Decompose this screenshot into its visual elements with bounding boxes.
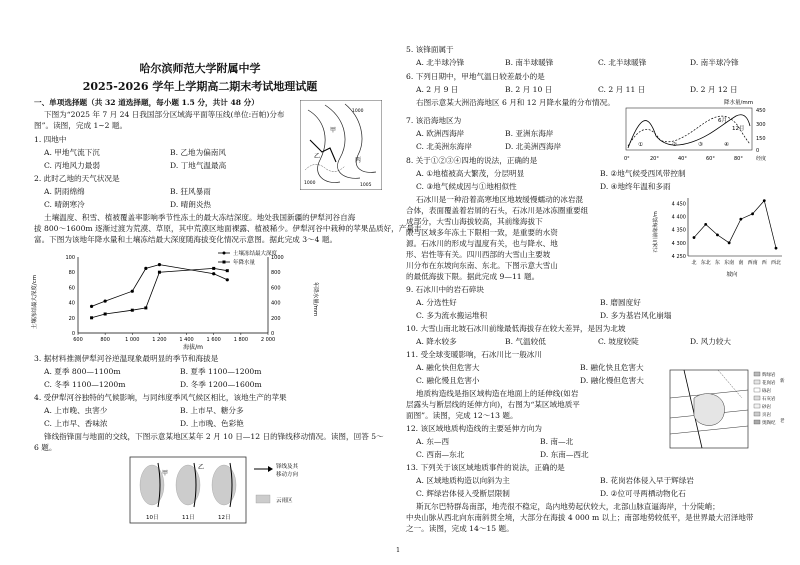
x-tick-label: 北	[691, 260, 697, 266]
x-tick-label: 2 000	[260, 337, 276, 343]
precip-point	[144, 306, 147, 309]
site-marker: ②	[672, 142, 677, 148]
y-tick-label: 100	[65, 255, 75, 261]
x-tick-label: 东北	[700, 260, 711, 266]
option: B. 气温较低	[505, 337, 546, 346]
option: D. 冬季 1200—1600m	[180, 380, 262, 389]
option: C. 北半球暖锋	[598, 58, 647, 67]
legend-entry: 移动方向	[276, 472, 299, 478]
elevation-point	[704, 223, 707, 226]
y-tick: 450	[756, 108, 766, 114]
map-label: 甲	[162, 470, 169, 477]
option: D. 南半球冷锋	[690, 58, 739, 67]
option: A. 区域地质构造以向斜为主	[416, 476, 510, 485]
question-stem: 5. 该锋面属于	[406, 45, 454, 54]
y-tick-label: 4 450	[671, 201, 686, 208]
option: A. 欧洲西海岸	[416, 129, 465, 138]
elevation-point	[739, 218, 742, 221]
question-stem: 1. 四地中	[34, 135, 67, 144]
age-label: 老	[780, 419, 785, 424]
question-stem: 12. 该区域地质构造线的主要延伸方向为	[406, 424, 542, 433]
legend-entry: 土壤冻结最大深度	[233, 251, 278, 257]
frost-depth-point	[212, 272, 215, 275]
x-tick-label: 1 200	[152, 337, 167, 343]
y-axis-label: 降水量/mm	[724, 100, 754, 106]
option: C. 上市早、香味浓	[44, 419, 108, 428]
day-label: 10日	[146, 515, 159, 521]
intro-line: 川分布在东坡向东南、东北。下图示意大雪山	[406, 261, 558, 270]
option: D. 北美洲西海岸	[505, 142, 562, 151]
x-axis-label: 坡向	[726, 272, 738, 278]
legend-entry: 云雨区	[276, 498, 293, 504]
y2-axis-label: 年降水量/mm	[312, 281, 318, 317]
intro-line: 锋线指锋面与地面的交线，下图示意某地区某年 2 月 10 日—12 日的锋线移动情况。读图，回答 5～	[44, 432, 384, 441]
y-tick-label: 4 300	[671, 240, 686, 247]
intro-line: 斯瓦尔巴特群岛南部，地壳很不稳定，岛内地势起伏较大，北部山脉直逼海岸，十分陡峭；	[416, 502, 720, 511]
elevation-point	[763, 199, 766, 202]
site-marker: ③	[698, 142, 703, 148]
y-tick: 150	[756, 136, 766, 142]
precip-longitude-chart	[620, 96, 788, 168]
y-tick-label: 4 350	[671, 227, 686, 234]
option: B. 南半球暖锋	[505, 58, 554, 67]
option: B. 花岗岩体侵入早于辉绿岩	[600, 476, 694, 485]
y2-tick-label: 1000	[271, 255, 284, 261]
isobar-value: 1005	[360, 183, 372, 188]
legend-entry: 砾岩	[762, 389, 771, 394]
option: D. 晴朗炎热	[170, 200, 212, 209]
option: D. ②位可寻两栖动物化石	[600, 489, 686, 498]
x-tick-label: 东南	[724, 260, 735, 266]
intro-line: 形、岩性等有关。四川西部的大雪山主要坡	[406, 250, 551, 259]
option: C. 冬季 1100—1200m	[44, 380, 126, 389]
option: B. 2 月 10 日	[505, 85, 553, 94]
question-stem: 4. 受伊犁河谷独特的气候影响，与同纬度季风气候区相比，该地生产的苹果	[34, 393, 287, 402]
precip-point	[131, 309, 134, 312]
day-label: 12日	[218, 515, 231, 521]
intro-line: 拔 800～1600m 逐渐过渡为荒漠、草原，其中荒漠区地面裸露、植被稀少。伊犁河谷中栽种的苹果品质好，产量丰	[34, 224, 422, 233]
x-tick-label: 1 400	[179, 337, 194, 343]
question-stem: 10. 大雪山南北坡石冰川前缘最低海拔存在较大差异，是因为北坡	[406, 324, 626, 333]
elevation-point	[693, 236, 696, 239]
legend-entry: 花岗岩	[762, 381, 776, 386]
x-tick-label: 西南	[747, 260, 758, 266]
option: C. 融化慢且危害小	[416, 376, 480, 385]
map-label: 丙	[355, 157, 362, 164]
x-tick-label: 西北	[770, 260, 782, 266]
x-tick: 0°	[624, 156, 630, 162]
option: C. 辉绿岩体侵入受断层限制	[416, 489, 510, 498]
precip-point	[212, 267, 215, 270]
option: D. 风力较大	[690, 337, 732, 346]
legend-entry: 奥陶纪	[762, 421, 776, 426]
intro-line: 合体，表面覆盖着岩屑的石头，石冰川是冰冻圈重要组	[406, 206, 589, 215]
x-tick: 20°	[650, 156, 659, 162]
frost-depth-chart	[28, 247, 328, 352]
chart-legend	[218, 249, 278, 266]
option: C. 西南—东北	[416, 450, 465, 459]
option: D. 融化慢但危害大	[580, 376, 644, 385]
option: A. ①地植被高大繁茂，分层明显	[416, 169, 525, 178]
age-label: 新	[780, 379, 785, 384]
intro-line: 面图”。读图，完成 12～13 题。	[406, 411, 518, 420]
x-tick: 80°	[734, 156, 743, 162]
frost-depth-point	[131, 290, 134, 293]
option: C. 坡度较陡	[598, 337, 639, 346]
intro-line: 的最低海拔下限。据此完成 9—11 题。	[406, 272, 540, 281]
elevation-point	[716, 234, 719, 237]
isobar-value: 1000	[352, 109, 364, 114]
y-tick: 0	[756, 148, 760, 154]
option: A. 夏季 800—1100m	[44, 367, 121, 376]
x-axis-label: 海拔/m	[183, 344, 203, 351]
option: D. 丁地气温最高	[170, 161, 227, 170]
series-label: 6月	[718, 118, 727, 124]
x-tick-label: 600	[73, 337, 83, 343]
option: B. 南—北	[540, 437, 574, 446]
rock-glacier-chart	[650, 192, 786, 278]
option: A. 2 月 9 日	[416, 85, 459, 94]
intro-line: 下图为“2025 年 7 月 24 日我国部分区域海平面等压线(单位:百帕)分布	[44, 110, 285, 119]
y-tick-label: 60	[68, 285, 75, 292]
frost-depth-point	[158, 263, 161, 266]
x-tick-label: 东	[714, 260, 720, 266]
y-axis-label: 土壤冻结最大深度/cm	[32, 274, 38, 330]
option: D. ④地终年温和多雨	[600, 182, 671, 191]
question-stem: 7. 该沿海地区为	[406, 116, 462, 125]
legend-entry: 石灰岩	[762, 397, 776, 402]
exam-title: 2025-2026 学年上学期高二期末考试地理试题	[82, 80, 318, 93]
x-tick-label: 1 000	[125, 337, 140, 343]
y2-tick-label: 0	[271, 331, 275, 337]
option: B. 乙地为偏南风	[170, 148, 226, 157]
intro-line: 成部分，大雪山海拔较高，其前缘海拔下	[406, 217, 543, 226]
map-label: 甲	[330, 127, 337, 134]
legend-entry: 辉绿岩	[762, 373, 776, 378]
option: B. ②地气候受西风带控制	[600, 169, 686, 178]
question-stem: 6. 下列日期中，甲地气温日较差最小的是	[406, 72, 545, 81]
precip-point	[158, 271, 161, 274]
intro-line: 右图示意某大洲沿海地区 6 月和 12 月降水量的分布情况。	[416, 98, 615, 107]
legend-entry: 年降水量	[233, 260, 256, 266]
map-label: 乙	[314, 153, 321, 160]
elevation-point	[751, 212, 754, 215]
y2-tick-label: 400	[271, 300, 281, 307]
isobar-map	[300, 100, 382, 190]
option: B. 融化快且危害大	[580, 363, 644, 372]
intro-line: 限与区域多年冻土下限相一致，是重要的水资	[406, 228, 558, 237]
legend-entry: 锋线及其	[276, 464, 299, 470]
x-tick-label: 西	[761, 260, 767, 266]
intro-line: 土壤温度、积雪、植被覆盖率影响季节性冻土的最大冻结深度。地处我国新疆的伊犁河谷自海	[44, 213, 356, 222]
school-title: 哈尔滨师范大学附属中学	[139, 62, 261, 75]
x-tick-label: 800	[100, 337, 110, 343]
option: B. 上市早、糖分多	[180, 406, 244, 415]
y-tick-label: 20	[68, 315, 75, 322]
option: B. 狂风暴雨	[170, 187, 211, 196]
legend-entry: 页岩	[762, 413, 771, 418]
legend-entry: 砂岩	[762, 405, 771, 410]
y-axis-label: 石冰川前缘海拔/m	[653, 211, 659, 253]
x-tick-label: 南	[738, 260, 744, 266]
intro-line: 中央山脉从西北向东南斜贯全境，大部分在海拔 4 000 m 以上；南部地势较低平，是世界最大沼泽地带	[406, 513, 754, 522]
isobar-value: 1000	[304, 181, 316, 186]
site-marker: ④	[724, 142, 729, 148]
geologic-map	[668, 368, 786, 450]
x-tick: 60°	[706, 156, 715, 162]
precip-line	[92, 268, 228, 317]
option: A. 上市晚、虫害少	[44, 406, 108, 415]
y2-tick-label: 800	[271, 270, 281, 277]
option: C. 晴朗寒冷	[44, 200, 85, 209]
question-stem: 9. 石冰川中的岩石碎块	[406, 285, 485, 294]
frost-depth-point	[90, 305, 93, 308]
frost-depth-point	[226, 278, 229, 281]
precip-point	[104, 313, 107, 316]
y-tick-label: 4 250	[671, 254, 686, 260]
section-heading: 一、单项选择题（共 32 道选择题，每小题 1.5 分，共计 48 分）	[34, 98, 259, 107]
intro-line: 层露头与断层线的延伸方向)，右图为“某区域地质平	[406, 400, 580, 409]
option: A. 阴雨绵绵	[44, 187, 85, 196]
x-tick: 经度	[756, 156, 767, 162]
frost-depth-point	[104, 299, 107, 302]
page-number: 1	[396, 546, 401, 554]
elevation-point	[775, 247, 778, 250]
intro-line: 石冰川是一种沿着高寒地区地坡缓慢蠕动的冰岩混	[416, 195, 584, 204]
option: A. 甲地气流下沉	[44, 148, 100, 157]
option: C. ③地气候成因与①地相似性	[416, 182, 517, 191]
intro-line: 源。石冰川的形成与温度有关，也与降水、地	[406, 239, 558, 248]
question-stem: 2. 此时乙地的天气状况是	[34, 174, 120, 183]
question-stem: 11. 受全球变暖影响，石冰川比一般冰川	[406, 350, 542, 359]
precip-point	[226, 269, 229, 272]
y-tick-label: 4 400	[671, 214, 686, 221]
y2-tick-label: 600	[271, 285, 281, 292]
elevation-point	[728, 241, 731, 244]
precip-point	[90, 316, 93, 319]
day-label: 11日	[182, 515, 195, 521]
option: B. 夏季 1100—1200m	[180, 367, 262, 376]
intro-line: 地质构造线是指区域构造在地面上的延伸线(如岩	[416, 389, 579, 398]
question-stem: 8. 关于①②③④四地的说法，正确的是	[406, 156, 538, 165]
intro-line: 6 题。	[34, 443, 57, 452]
question-stem: 3. 据材料推测伊犁河谷逆温现象最明显的季节和海拔是	[34, 354, 219, 363]
option: A. 东—西	[416, 437, 450, 446]
option: B. 磨圆度好	[600, 298, 641, 307]
frost-depth-point	[144, 267, 147, 270]
y-tick-label: 80	[68, 270, 75, 277]
option: D. 上市晚、色彩艳	[180, 419, 244, 428]
option: C. 多为流水搬运堆积	[416, 311, 488, 320]
site-marker: ①	[638, 142, 643, 148]
question-stem: 13. 下列关于该区域地质事件的说法，正确的是	[406, 463, 565, 472]
map-label: 乙	[198, 464, 205, 471]
option: A. 北半球冷锋	[416, 58, 465, 67]
x-tick-label: 1 600	[206, 337, 221, 343]
option: C. 2 月 11 日	[598, 85, 646, 94]
option: A. 融化快但危害大	[416, 363, 480, 372]
intro-line: 富。下图为该地年降水量和土壤冻结最大深度随海拔变化情况示意图。据此完成 3～4 题。	[34, 235, 338, 244]
front-movement-map	[128, 455, 328, 527]
x-tick-label: 1 800	[233, 337, 249, 343]
y-tick: 300	[756, 122, 766, 128]
option: D. 多为基岩风化崩塌	[600, 311, 672, 320]
intro-line: 之一。读图，完成 14～15 题。	[406, 524, 514, 533]
option: B. 亚洲东海岸	[505, 129, 554, 138]
y-tick-label: 40	[68, 300, 75, 307]
option: D. 2 月 12 日	[690, 85, 738, 94]
option: A. 降水较多	[416, 337, 457, 346]
option: D. 东南—西北	[540, 450, 589, 459]
option: C. 北美洲东海岸	[416, 142, 472, 151]
y-tick-label: 0	[71, 331, 75, 337]
x-tick: 40°	[678, 156, 687, 162]
option: C. 丙地风力最弱	[44, 161, 100, 170]
intro-line: 图”。读图，完成 1~2 题。	[34, 121, 128, 130]
option: A. 分选性好	[416, 298, 457, 307]
series-label: 12月	[732, 126, 745, 132]
y2-tick-label: 200	[271, 315, 281, 322]
